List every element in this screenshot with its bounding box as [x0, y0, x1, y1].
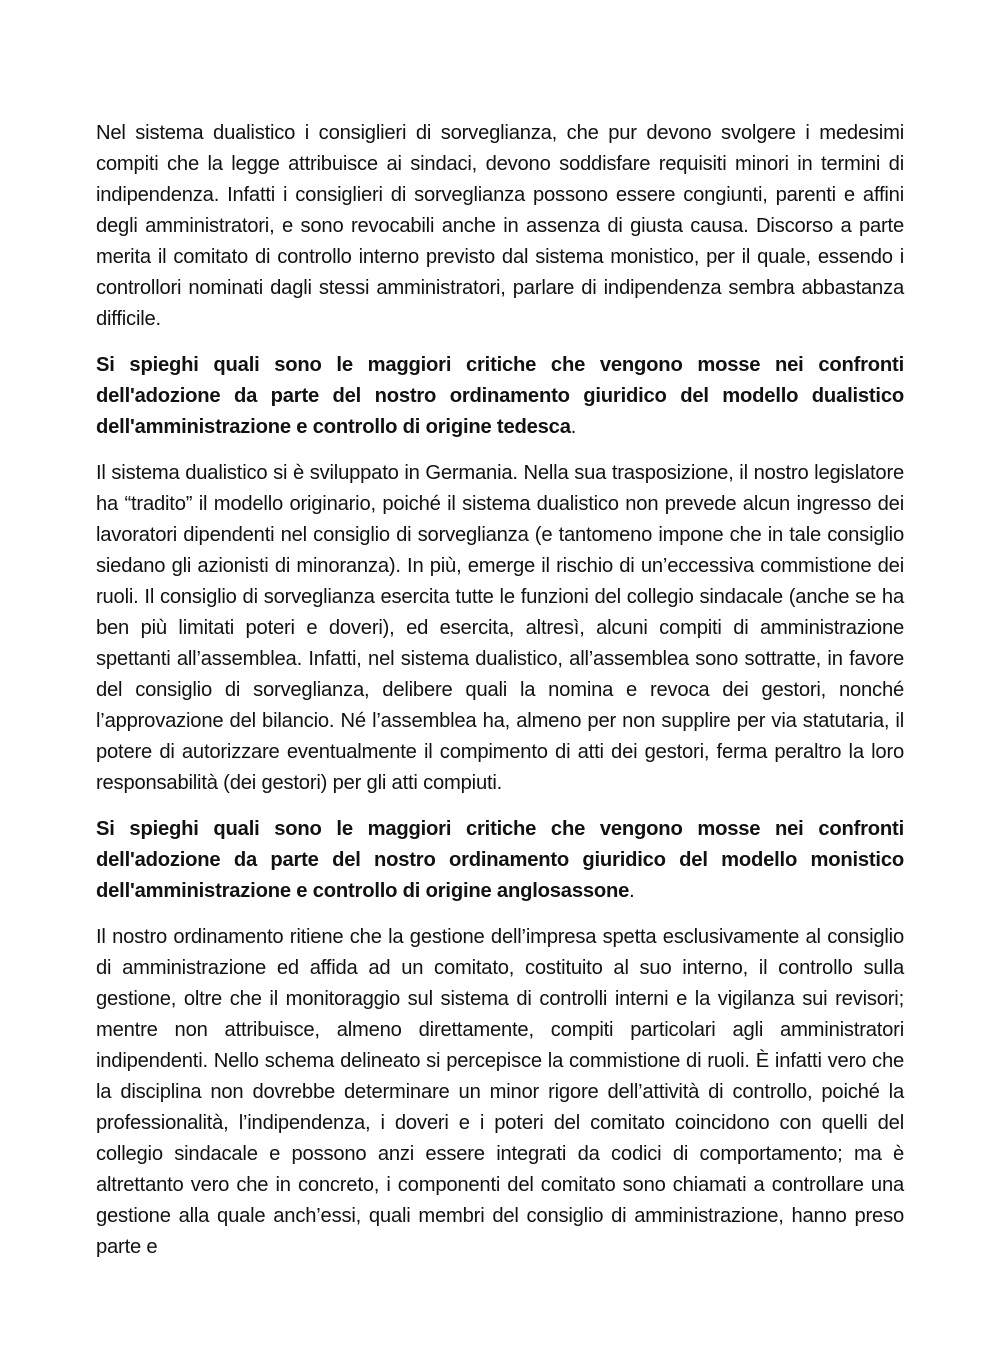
answer-paragraph-monistic: Il nostro ordinamento ritiene che la gestione dell’impresa spetta esclusivamente al consiglio di amministrazione ed affida ad un comitato, costituito al suo interno, il controllo sulla gestione, oltre che il monitoraggio sul sistema di controlli interni e la vigilanza sui revisori; mentre non attribuisce, almeno direttamente, compiti particolari agli amministratori indipendenti. Nello schema delineato si percepisce la commistione di ruoli. È infatti vero che la disciplina non dovrebbe determinare un minor rigore dell’attività di controllo, poiché la professionalità, l’indipendenza, i doveri e i poteri del comitato coincidono con quelli del collegio sindacale e possono anzi essere integrati da codici di comportamento; ma è altrettanto vero che in concreto, i componenti del comitato sono chiamati a controllare una gestione alla quale anch’essi, quali membri del consiglio di amministrazione, hanno preso parte e: [96, 926, 904, 1258]
answer-paragraph-dualistic: Il sistema dualistico si è sviluppato in Germania. Nella sua trasposizione, il nostro legislatore ha “tradito” il modello originario, poiché il sistema dualistico non prevede alcun ingresso dei lavoratori dipendenti nel consiglio di sorveglianza (e tantomeno impone che in tale consiglio siedano gli azionisti di minoranza). In più, emerge il rischio di un’eccessiva commistione dei ruoli. Il consiglio di sorveglianza esercita tutte le funzioni del collegio sindacale (anche se ha ben più limitati poteri e doveri), ed esercita, altresì, alcuni compiti di amministrazione spettanti all’assemblea. Infatti, nel sistema dualistico, all’assemblea sono sottratte, in favore del consiglio di sorveglianza, delibere quali la nomina e revoca dei gestori, nonché l’approvazione del bilancio. Né l’assemblea ha, almeno per non supplire per via statutaria, il potere di autorizzare eventualmente il compimento di atti dei gestori, ferma peraltro la loro responsabilità (dei gestori) per gli atti compiuti.: [96, 462, 904, 794]
question-paragraph-dualistic: [96, 350, 904, 443]
question-trailing-period: .: [570, 416, 577, 438]
question-paragraph-monistic: [96, 814, 904, 907]
answer-paragraph-independence: Nel sistema dualistico i consiglieri di sorveglianza, che pur devono svolgere i medesimi compiti che la legge attribuisce ai sindaci, devono soddisfare requisiti minori in termini di indipendenza. Infatti i consiglieri di sorveglianza possono essere congiunti, parenti e affini degli amministratori, e sono revocabili anche in assenza di giusta causa. Discorso a parte merita il comitato di controllo interno previsto dal sistema monistico, per il quale, essendo i controllori nominati dagli stessi amministratori, parlare di indipendenza sembra abbastanza difficile.: [96, 122, 904, 330]
question-trailing-period: .: [629, 880, 635, 902]
question-text-monistic: Si spieghi quali sono le maggiori critiche che vengono mosse nei confronti dell'adozione da parte del nostro ordinamento giuridico del modello monistico dell'amministrazione e controllo di origine anglosassone: [96, 818, 904, 902]
question-text-dualistic: Si spieghi quali sono le maggiori critiche che vengono mosse nei confronti dell'adozione da parte del nostro ordinamento giuridico del modello dualistico dell'amministrazione e controllo di origine tedesca: [96, 354, 904, 438]
document-page: [96, 118, 904, 1278]
